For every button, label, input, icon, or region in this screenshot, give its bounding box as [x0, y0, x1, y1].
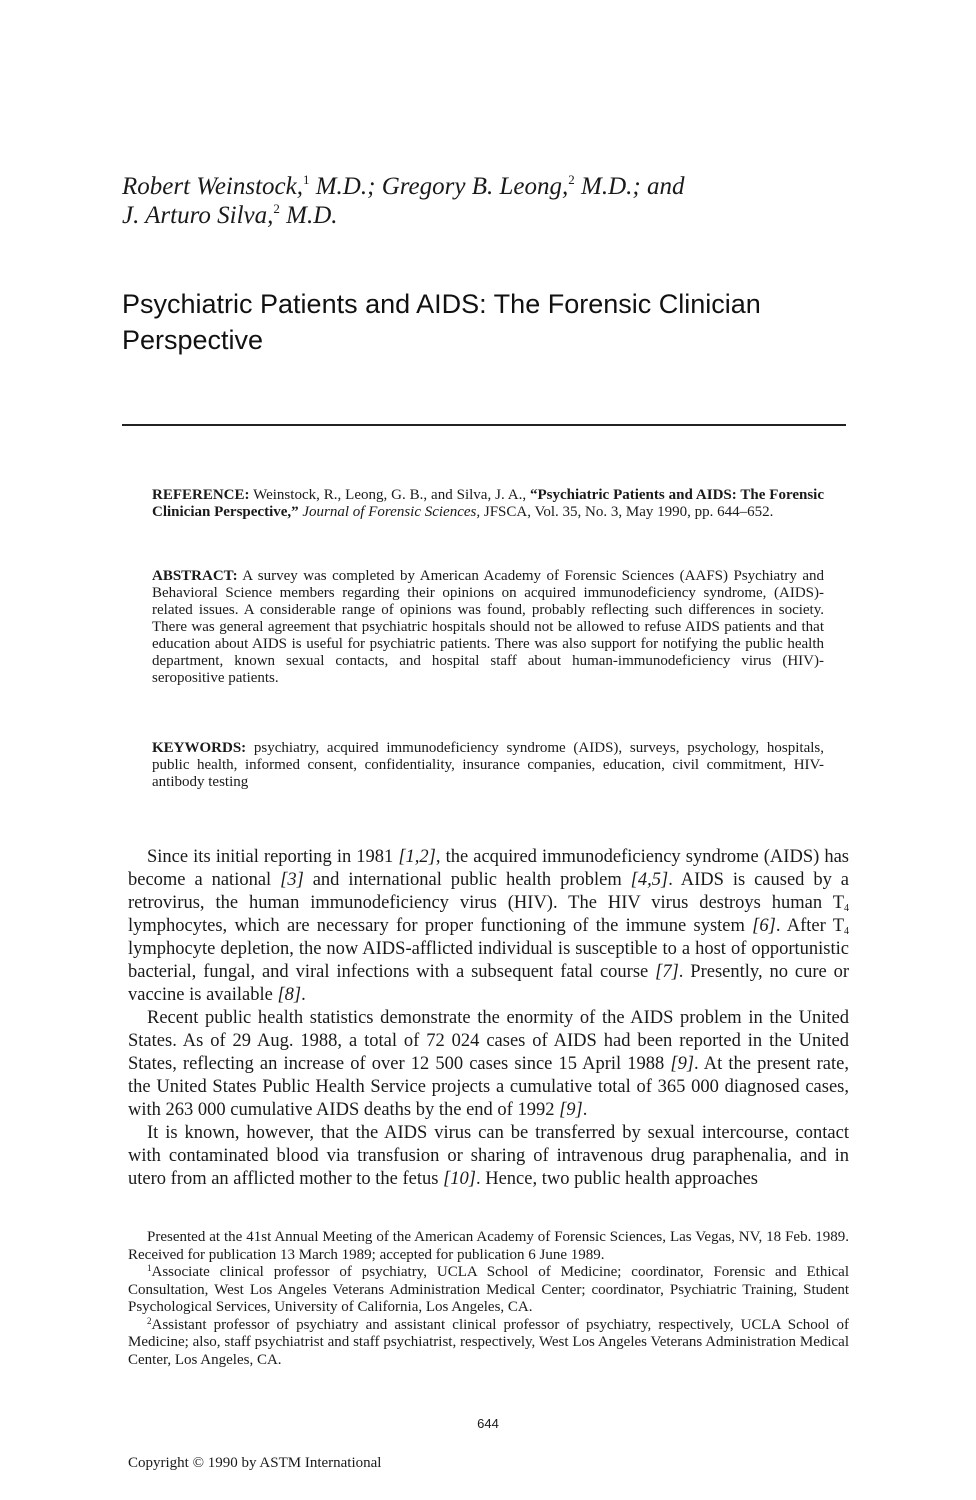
keywords-text: psychiatry, acquired immunodeficiency syndrome (AIDS), surveys, psychology, hospitals, public health, informed consent, confidentiality, insurance companies, education, civil commitment, HIV-antibody testing — [152, 740, 824, 790]
text-run: . At the present rate, the United States Public Health Service projects a cumulative total of 365 000 diagnosed cases, with 263 000 cumulative AIDS deaths by the end of 1992 — [128, 1054, 849, 1120]
author-degree: M.D.; Gregory B. Leong, — [309, 173, 569, 200]
text-run: . After T — [775, 916, 844, 936]
affiliation-marker: 1 — [302, 172, 310, 187]
footnote-text: Associate clinical professor of psychiatry, UCLA School of Medicine; coordinator, Forensic and Ethical Consultation, West Los Angeles Veterans Administration Medical Center; coordinator, Psychiatric Training, Student Psychological Services, University of California, Los Angeles, CA. — [128, 1264, 849, 1315]
text-run: . AIDS is caused by a retrovirus, the human immunodeficiency virus (HIV). The HIV virus destroys human T — [128, 870, 849, 913]
abstract-text: A survey was completed by American Academy of Forensic Sciences (AAFS) Psychiatry and Behavioral Science members regarding their opinions on acquired immunodeficiency syndrome, (AIDS)-related issues. A considerable range of opinions was found, probably reflecting such differences in society. There was general agreement that psychiatric hospitals should not be allowed to refuse AIDS patients and that education about AIDS is useful for psychiatric patients. There was also support for notifying the public health department, known sexual contacts, and hospital staff about human-immunodeficiency virus (HIV)-seropositive patients. — [152, 568, 824, 686]
text-run: . — [301, 985, 306, 1005]
citation: [9] — [670, 1054, 695, 1074]
footnotes — [128, 1229, 849, 1369]
text-run: . — [582, 1100, 588, 1120]
text-run: and international public health problem — [303, 870, 631, 890]
article-title: Psychiatric Patients and AIDS: The Forensic Clinician Perspective — [122, 289, 761, 355]
footnote-marker: 1 — [147, 1263, 152, 1273]
copyright-notice: Copyright © 1990 by ASTM International — [128, 1455, 382, 1471]
text-run: lymphocytes, which are necessary for proper functioning of the immune system — [128, 916, 753, 936]
reference-journal: Journal of Forensic Sciences, — [302, 504, 481, 520]
reference-label: REFERENCE: — [152, 487, 250, 503]
subscript: 4 — [844, 903, 849, 914]
footnote-marker: 2 — [147, 1315, 152, 1326]
text-run: Recent public health statistics demonstrate the enormity of the AIDS problem in the United States. As of 29 Aug. 1988, a total of 72 024 cases of AIDS had been reported in the United States, reflecting an increase of over 12 500 cases since 15 April 1988 — [128, 1008, 849, 1074]
citation: [3] — [280, 870, 304, 890]
author-degree: M.D.; and — [574, 173, 685, 200]
footnote-presentation: Presented at the 41st Annual Meeting of the American Academy of Forensic Sciences, Las Vegas, NV, 18 Feb. 1989. Received for publication 13 March 1989; accepted for publication 6 June 1989. — [128, 1229, 849, 1263]
affiliation-marker: 2 — [568, 172, 575, 187]
keywords-block — [152, 740, 824, 791]
keywords-label: KEYWORDS: — [152, 740, 247, 756]
citation: [9] — [559, 1100, 583, 1120]
author-name: Robert Weinstock, — [122, 173, 303, 200]
reference-details: JFSCA, Vol. 35, No. 3, May 1990, pp. 644–652. — [480, 504, 774, 520]
subscript: 4 — [844, 926, 849, 937]
affiliation-marker: 2 — [273, 201, 280, 216]
text-run: It is known, however, that the AIDS virus can be transferred by sexual intercourse, contact with contaminated blood via transfusion or sharing of intravenous drug paraphenalia, and in utero from an afflicted mother to the fetus — [128, 1123, 849, 1189]
citation: [1,2] — [398, 847, 436, 867]
text-run: Since its initial reporting in 1981 — [147, 847, 399, 867]
paragraph — [128, 1007, 849, 1122]
page-number: 644 — [477, 1416, 499, 1431]
citation: [7] — [655, 962, 679, 982]
paragraph — [128, 1122, 849, 1191]
citation: [8] — [277, 985, 302, 1005]
reference-article-title: “Psychiatric Patients and AIDS: The Forensic Clinician Perspective,” — [152, 487, 824, 520]
citation: [4,5] — [630, 870, 669, 890]
text-run: . Presently, no cure or vaccine is available — [128, 962, 849, 1005]
citation: [6] — [752, 916, 776, 936]
footnote-text: Assistant professor of psychiatry and assistant clinical professor of psychiatry, respectively, UCLA School of Medicine; also, staff psychiatrist and staff psychiatrist, respectively, West Los Angeles Veterans Administration Medical Center, Los Angeles, CA. — [128, 1316, 849, 1368]
author-name: J. Arturo Silva, — [122, 202, 274, 229]
citation: [10] — [443, 1169, 476, 1189]
body-text — [128, 846, 849, 1191]
paragraph — [128, 846, 849, 1007]
author-degree: M.D. — [279, 202, 338, 229]
reference-block — [152, 487, 824, 521]
abstract-label: ABSTRACT: — [152, 568, 238, 584]
text-run: , the acquired immunodeficiency syndrome (AIDS) has become a national — [128, 847, 849, 890]
text-run: lymphocyte depletion, the now AIDS-afflicted individual is susceptible to a host of opportunistic bacterial, fungal, and viral infections with a subsequent fatal course — [128, 939, 849, 982]
footnote-1 — [128, 1264, 849, 1317]
text-run: . Hence, two public health approaches — [475, 1169, 759, 1189]
author-list — [122, 172, 882, 230]
abstract-block — [152, 568, 824, 687]
title-divider — [122, 424, 846, 426]
reference-authors: Weinstock, R., Leong, G. B., and Silva, J. A., — [249, 487, 531, 503]
footnote-2 — [128, 1317, 849, 1370]
